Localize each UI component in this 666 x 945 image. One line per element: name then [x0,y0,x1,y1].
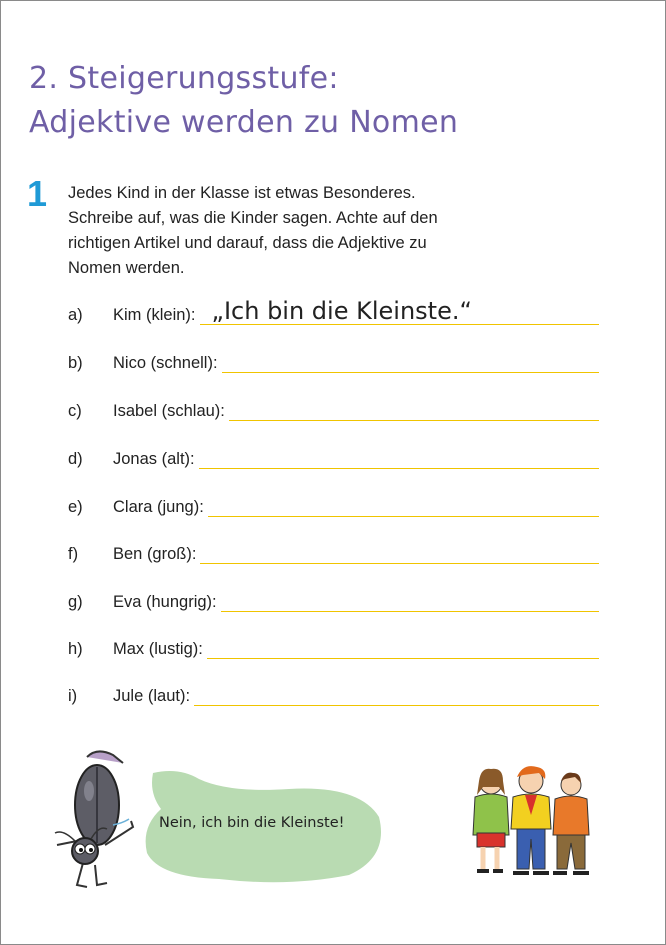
task-number: 1 [27,173,48,214]
row-label: Nico (schnell): [113,354,218,372]
row-label: Max (lustig): [113,640,203,658]
row-letter: b) [68,354,83,372]
row-letter: a) [68,306,83,324]
row-label: Jule (laut): [113,687,191,705]
instruction-line: Schreibe auf, was die Kinder sagen. Achte auf den [68,209,438,227]
page-title [29,57,458,145]
instruction-line: richtigen Artikel und darauf, dass die Adjektive zu [68,234,427,252]
row-label: Clara (jung): [113,498,204,516]
exercise-row-f [68,536,599,566]
exercise-row-a [68,297,599,327]
row-label: Kim (klein): [113,306,196,324]
exercise-row-h [68,631,599,661]
answer-line[interactable] [207,658,599,659]
beetle-icon [47,745,147,895]
row-label: Isabel (schlau): [113,402,225,420]
row-letter: d) [68,450,83,468]
row-letter: c) [68,402,82,420]
task-instruction [68,181,538,281]
row-letter: e) [68,498,83,516]
row-letter: f) [68,545,79,563]
row-label: Ben (groß): [113,545,197,563]
handwritten-answer: „Ich bin die Kleinste.“ [211,297,472,325]
row-label: Eva (hungrig): [113,593,217,611]
row-letter: h) [68,640,83,658]
answer-line[interactable] [194,705,599,706]
exercise-row-i [68,678,599,708]
answer-line[interactable] [208,516,599,517]
answer-line[interactable] [221,611,599,612]
answer-line[interactable] [200,563,599,564]
answer-line[interactable] [199,468,599,469]
answer-line[interactable] [229,420,599,421]
row-label: Jonas (alt): [113,450,195,468]
exercise-row-g [68,584,599,614]
instruction-line: Nomen werden. [68,259,185,277]
answer-line[interactable] [222,372,599,373]
answer-line[interactable] [200,297,599,325]
row-letter: g) [68,593,83,611]
exercise-row-c [68,393,599,423]
title-line-1: 2. Steigerungsstufe: [29,61,339,96]
exercise-row-e [68,489,599,519]
children-illustration-icon [467,765,593,881]
title-line-2: Adjektive werden zu Nomen [29,105,459,140]
exercise-row-b [68,345,599,375]
speech-bubble-text: Nein, ich bin die Kleinste! [159,815,345,831]
instruction-line: Jedes Kind in der Klasse ist etwas Besonderes. [68,184,416,202]
row-letter: i) [68,687,78,705]
exercise-row-d [68,441,599,471]
